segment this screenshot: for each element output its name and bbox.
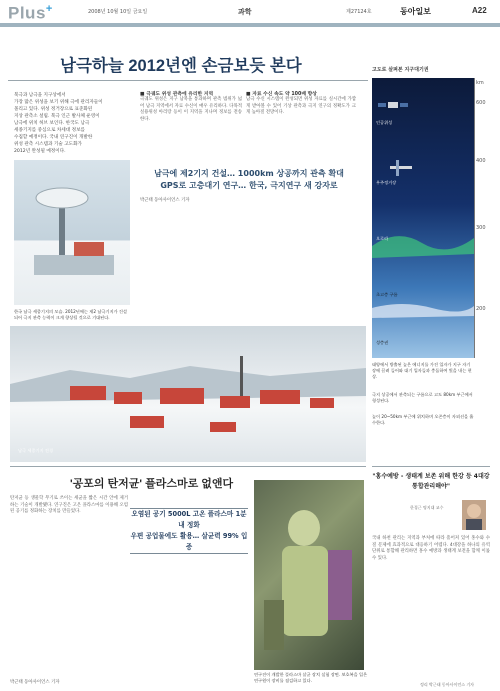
bottom-article-byline: 박근태 동아사이언스 기자	[10, 680, 60, 685]
bottom-section-rule	[10, 466, 366, 467]
antenna-photo-caption: 한국 남극 세종기지의 모습. 2012년에는 제2 남극기지가 건설되어 극지 관측 능력이 크게 향상될 것으로 기대된다.	[14, 309, 127, 320]
bottom-article-title: '공포의 탄저균' 플라스마로 없앤다	[70, 478, 234, 490]
header-rule	[0, 23, 500, 27]
altitude-unit: km	[476, 80, 484, 86]
article-column-2	[246, 90, 356, 117]
section-brand: Plus+	[8, 3, 53, 23]
pull-quote-line-2: 우편 공업물에도 활용… 살균력 99% 입증	[130, 532, 248, 551]
section-body: 극궤도 위성은 지구 남북을 통과하며 관측 범위가 넓어 남극 지역에서 자료 수신이 매우 유리하다. 다목적실용위성 아리랑 등이 이 지역을 지나며 정보를 전송한다.	[140, 97, 242, 122]
section-subhead: ■ 자료 수신 속도 약 100배 향상	[246, 92, 317, 97]
bottom-article-text-1: 탄저균 등 생물학 무기로 쓰이는 세균을 짧은 시간 안에 제거하는 기술이 개발됐다. 연구진은 고온 플라스마를 이용해 오염된 공기를 정화하는 장치를 만들었다.	[10, 496, 128, 515]
altitude-tick: 200	[476, 306, 486, 312]
column-footer-byline: 정리 박근태 동아사이언스 기자	[420, 682, 475, 687]
satellite-icon	[378, 102, 408, 108]
label-satellite: 인공위성	[376, 120, 393, 125]
page-number: A22	[472, 6, 487, 15]
issue-date: 2008년 10월 10일 금요일	[88, 9, 148, 15]
lab-photo-caption: 연구진이 개발한 플라스마 살균 장치 실험 장면. 보호복을 입은 연구원이 장비를 점검하고 있다.	[254, 672, 368, 683]
section-name: 과학	[238, 8, 252, 16]
column-body: 국내 하천 관리는 지역과 부처에 따라 흩어져 있어 홍수와 수질 문제에 효과적으로 대응하기 어렵다. 4대강을 하나의 유역 단위로 통합해 관리하면 홍수 예방과 생태계 보전을 함께 이룰 수 있다.	[372, 536, 490, 561]
label-clouds: 초고층 구름	[376, 292, 398, 297]
antenna-photo	[14, 160, 130, 305]
antarctic-base-photo	[10, 326, 366, 462]
article-byline: 박근태 동아사이언스 기자	[140, 198, 190, 203]
column-rule	[372, 466, 490, 467]
main-headline: 남극하늘 2012년엔 손금보듯 본다	[60, 57, 302, 75]
pull-quote-line-1: 오염된 공기 5000L 고온 플라스마 1분내 정화	[131, 510, 247, 529]
label-space-station: 우주정거장	[376, 180, 397, 185]
section-subhead: ■ 극궤도 위성 관측에 유리한 지역	[140, 92, 214, 97]
newspaper-name: 동아일보	[400, 7, 431, 16]
issue-number: 제27124호	[346, 9, 372, 15]
headline-rule	[8, 80, 368, 81]
article-column-1	[140, 90, 242, 123]
aurora-caption: 태양에서 방출된 높은 에너지를 가진 입자가 지구 자기장에 끌려 들어와 대기 입자들과 충돌하여 빛을 내는 현상.	[372, 362, 472, 379]
base-photo-caption: 남극 세종기지 전경	[18, 448, 54, 453]
column-author: 한경근 명지대 교수	[410, 505, 444, 510]
lab-photo	[254, 480, 364, 670]
article-deck: 남극에 제2기지 건설… 1000km 상공까지 관측 확대 GPS로 고층대기 연구… 한국, 극지연구 새 강자로	[154, 169, 344, 190]
altitude-tick: 400	[476, 158, 486, 164]
atmosphere-panel-title: 고도로 살펴본 지구대기권	[372, 67, 429, 73]
space-station-icon	[390, 160, 412, 176]
altitude-tick: 300	[476, 225, 486, 231]
section-body: 남극 수신 시스템이 완성되면 위성 자료를 실시간에 가깝게 받아볼 수 있어 기상 관측과 극지 연구의 정확도가 크게 높아질 전망이다.	[246, 97, 356, 116]
column-quote: "홍수예방 - 생태계 보존 위해 한강 등 4대강 통합관리해야"	[372, 473, 490, 490]
stratosphere-caption: 높이 20~50km 부근에 위치하며 오존층이 자외선을 흡수한다.	[372, 414, 474, 425]
altitude-scale-line	[474, 78, 475, 358]
pull-quote-box	[130, 508, 248, 554]
altitude-tick: 600	[476, 100, 486, 106]
label-aurora: 오로라	[376, 236, 389, 241]
label-stratosphere: 성층권	[376, 340, 389, 345]
author-photo	[462, 500, 486, 530]
cloud-caption: 극지 상공에서 관측되는 구름으로 고도 80km 부근에서 형성된다.	[372, 392, 473, 403]
lede-text: 북극과 남극을 지구상에서 가장 많은 위성을 보기 위해 극에 관리자들이 몰리고 있다. 위성 정거장으로 표준화된 지상 관측소 설립. 북극 인근 발사체 운영이 남극에 위치 허브 보인다. 한국도 남극 세종기지를 중심으로 차세대 정보를 수집할 예정이다. 국내 연구진이 개발한 위성 관측 시스템과 기술 고도화가 2012년 완성될 예정이다.	[14, 93, 103, 154]
